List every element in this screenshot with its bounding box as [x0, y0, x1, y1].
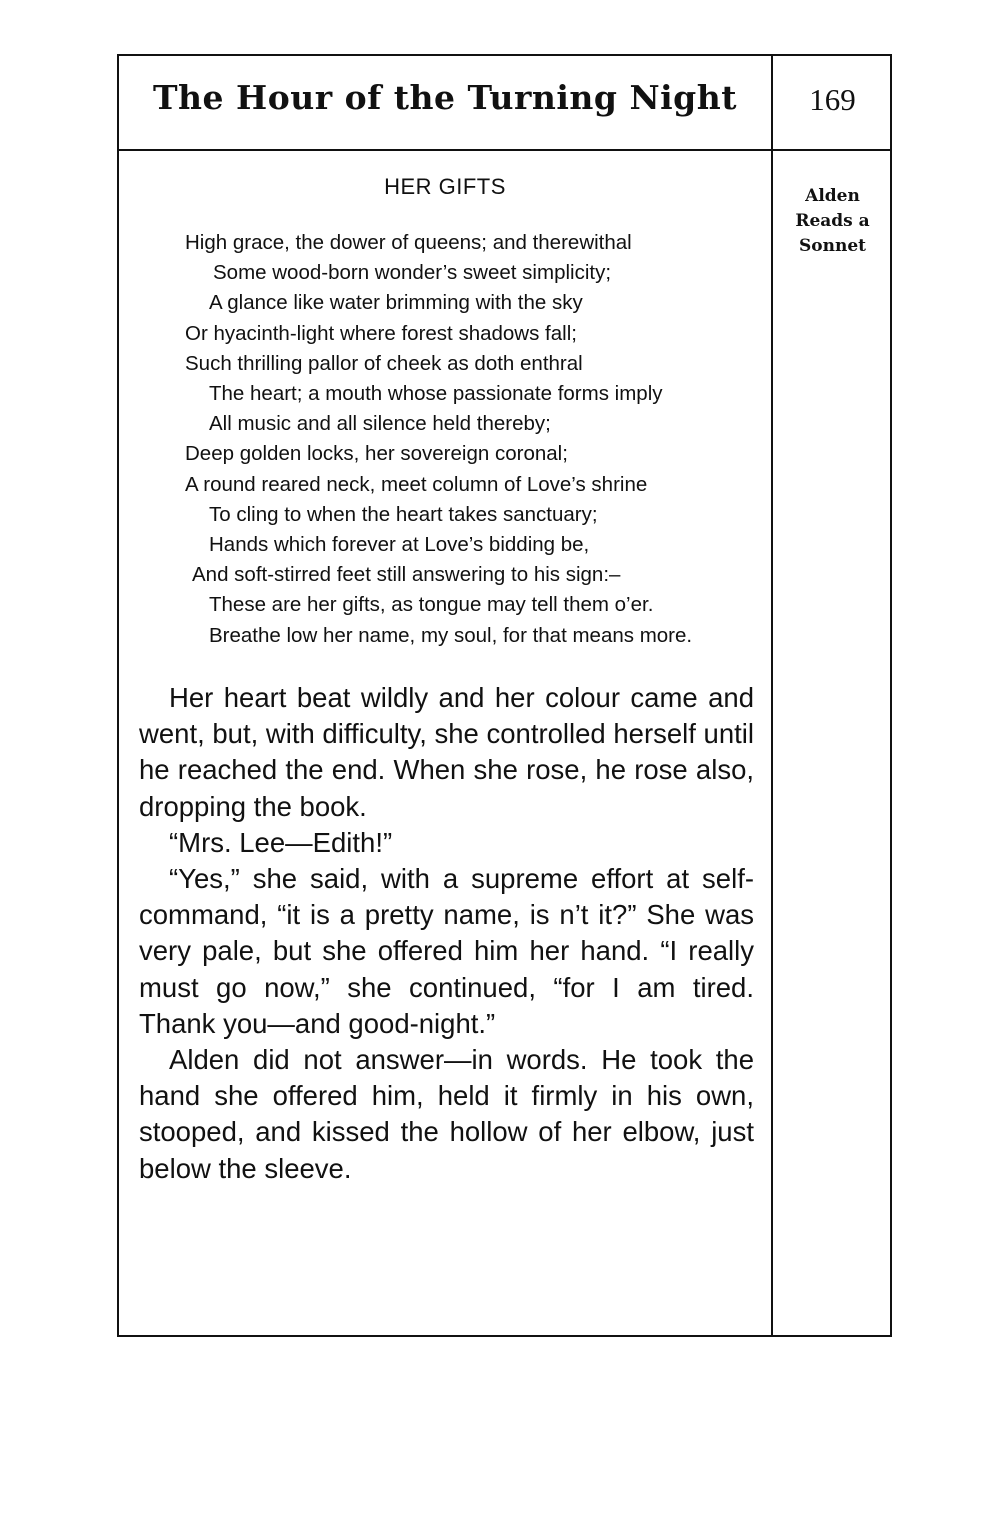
poem-line: Such thrilling pallor of cheek as doth enthral [185, 351, 583, 375]
page-frame [117, 54, 892, 1337]
margin-note-line: Sonnet [798, 236, 866, 256]
paragraph: “Mrs. Lee—Edith!” [169, 826, 393, 858]
poem-line: A glance like water brimming with the sky [209, 291, 583, 315]
page-number: 169 [809, 82, 856, 117]
margin-note [773, 184, 892, 259]
margin-note-line: Alden [805, 186, 860, 206]
poem-line: And soft-stirred feet still answering to his sign:– [192, 563, 621, 587]
poem-line: To cling to when the heart takes sanctuary; [209, 502, 598, 526]
paragraph: Alden did not answer—in words. He took the hand she offered him, held it firmly in his own, stooped, and kissed the hollow of her elbow, just below the sleeve. [139, 1044, 754, 1184]
poem-line: A round reared neck, meet column of Love’s shrine [185, 472, 648, 496]
header-rule [119, 149, 890, 151]
poem-line: These are her gifts, as tongue may tell them o’er. [209, 593, 654, 617]
poem-line: High grace, the dower of queens; and therewithal [185, 231, 632, 254]
running-title: The Hour of the Turning Night [152, 78, 737, 117]
poem [119, 228, 771, 651]
poem-line: Hands which forever at Love’s bidding be, [209, 533, 590, 557]
poem-line: Some wood-born wonder’s sweet simplicity; [213, 261, 612, 285]
poem-line: Or hyacinth-light where forest shadows fall; [185, 321, 577, 345]
poem-line: All music and all silence held thereby; [209, 412, 551, 436]
poem-line: Breathe low her name, my soul, for that means more. [209, 623, 693, 647]
margin-note-line: Reads a [795, 211, 870, 231]
paragraph: Her heart beat wildly and her colour came and went, but, with difficulty, she controlled herself until he reached the end. When she rose, he rose also, dropping the book. [139, 682, 754, 822]
paragraph: “Yes,” she said, with a supreme effort at self-command, “it is a pretty name, is n’t it?” She was very pale, but she offered him her hand. “I really must go now,” she continued, “for I am tired. Thank you—and good-night.” [139, 863, 754, 1039]
prose-body [139, 680, 754, 1187]
poem-line: The heart; a mouth whose passionate forms imply [209, 382, 663, 406]
poem-line: Deep golden locks, her sovereign coronal; [185, 442, 568, 466]
poem-title: HER GIFTS [384, 174, 506, 199]
